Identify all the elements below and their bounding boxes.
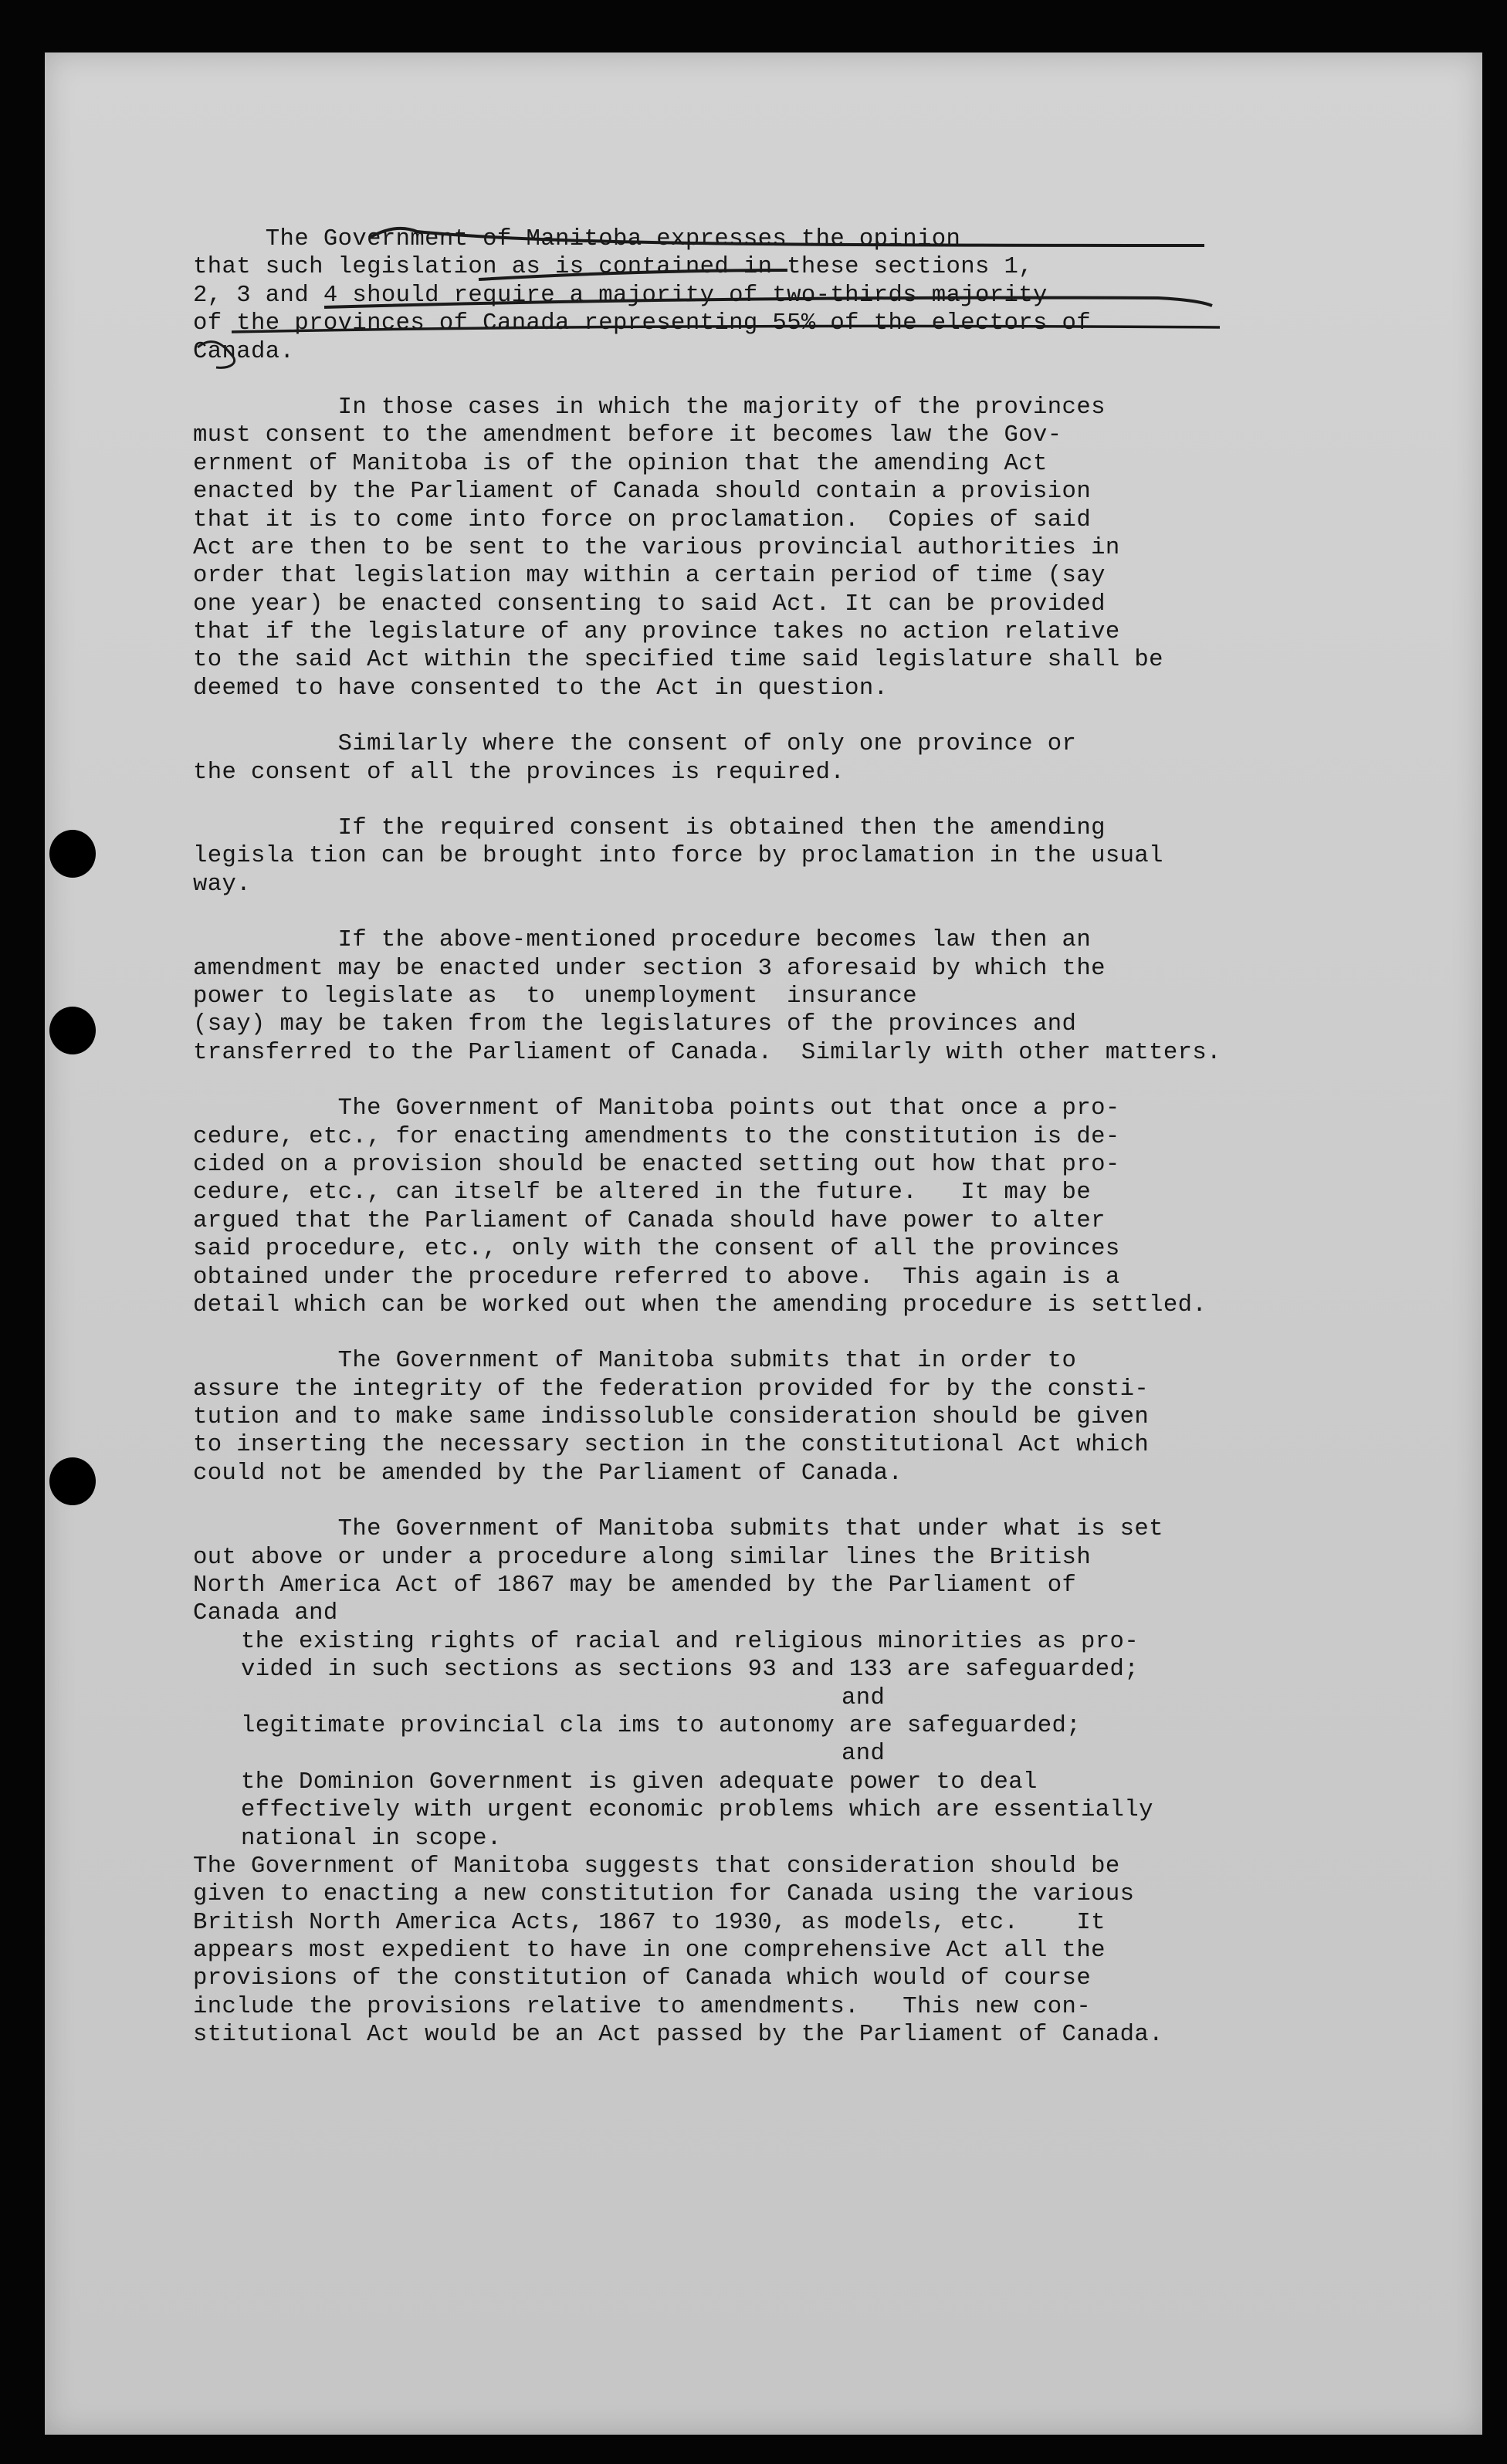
text-line: could not be amended by the Parliament of Canada. (193, 1460, 903, 1487)
text-line: of the provinces of Canada representing 55% of the electors of (193, 310, 1092, 337)
text-line: cedure, etc., for enacting amendments to the constitution is de- (193, 1123, 1120, 1150)
condition-line: the Dominion Government is given adequate power to deal (241, 1768, 1038, 1796)
text-line: power to legislate as to unemployment insurance (193, 983, 917, 1010)
text-line: must consent to the amendment before it becomes law the Gov- (193, 422, 1062, 449)
conjunction-and: and (842, 1684, 886, 1711)
text-line: stitutional Act would be an Act passed by the Parliament of Canada. (193, 2022, 1163, 2049)
text-line: Canada and (193, 1600, 338, 1627)
conjunction-and: and (842, 1741, 886, 1768)
text-line: that if the legislature of any province takes no action relative (193, 619, 1120, 646)
text-line: provisions of the constitution of Canada which would of course (193, 1965, 1092, 1992)
text-line: include the provisions relative to amendments. This new con- (193, 1993, 1092, 2020)
text-line: enacted by the Parliament of Canada should contain a provision (193, 479, 1092, 506)
text-line: obtained under the procedure referred to above. This again is a (193, 1264, 1120, 1291)
text-line: that such legislation as is contained in these sections 1, (193, 254, 1034, 281)
punch-hole-3 (49, 1457, 96, 1505)
text-line: The Government of Manitoba suggests that consideration should be (193, 1853, 1120, 1880)
text-line: cided on a provision should be enacted setting out how that pro- (193, 1151, 1120, 1178)
condition-line: vided in such sections as sections 93 and 133 are safeguarded; (241, 1657, 1140, 1684)
text-line: out above or under a procedure along similar lines the British (193, 1544, 1092, 1571)
text-line: to inserting the necessary section in the constitutional Act which (193, 1432, 1150, 1459)
typed-letter-body (193, 225, 1421, 2049)
text-line: said procedure, etc., only with the consent of all the provinces (193, 1236, 1120, 1263)
text-line: one year) be enacted consenting to said Act. It can be provided (193, 591, 1106, 618)
text-line: argued that the Parliament of Canada should have power to alter (193, 1207, 1106, 1234)
text-line: ernment of Manitoba is of the opinion that the amending Act (193, 450, 1048, 477)
text-line: The Government of Manitoba expresses the opinion (193, 226, 961, 252)
text-line: The Government of Manitoba submits that under what is set (193, 1516, 1163, 1543)
paragraph-2 (193, 394, 1421, 702)
text-line: The Government of Manitoba points out that once a pro- (193, 1095, 1120, 1122)
text-line: (say) may be taken from the legislatures of the provinces and (193, 1011, 1077, 1038)
text-line: appears most expedient to have in one comprehensive Act all the (193, 1938, 1106, 1965)
text-line: North America Act of 1867 may be amended by the Parliament of (193, 1572, 1077, 1599)
paragraph-4 (193, 814, 1421, 899)
paragraph-final (193, 1515, 1421, 2049)
condition-line: the existing rights of racial and religious minorities as pro- (241, 1628, 1140, 1655)
paragraph-7 (193, 1347, 1421, 1488)
text-line: If the above-mentioned procedure becomes law then an (193, 927, 1092, 954)
text-line: given to enacting a new constitution for Canada using the various (193, 1881, 1135, 1908)
text-line: legisla tion can be brought into force by proclamation in the usual (193, 843, 1163, 870)
text-line: that it is to come into force on proclamation. Copies of said (193, 506, 1092, 533)
text-line: order that legislation may within a certain period of time (say (193, 563, 1106, 590)
paragraph-3 (193, 730, 1421, 787)
text-line: deemed to have consented to the Act in question. (193, 675, 889, 702)
punch-hole-2 (49, 1007, 96, 1054)
text-line: The Government of Manitoba submits that in order to (193, 1348, 1077, 1375)
text-line: In those cases in which the majority of the provinces (193, 394, 1106, 421)
condition-line: effectively with urgent economic problems which are essentially (241, 1797, 1153, 1824)
text-line: Canada. (193, 338, 295, 365)
text-line: cedure, etc., can itself be altered in the future. It may be (193, 1180, 1092, 1207)
text-line: Act are then to be sent to the various provincial authorities in (193, 534, 1120, 561)
condition-line: national in scope. (241, 1825, 502, 1852)
punch-hole-1 (49, 830, 96, 878)
text-line: Similarly where the consent of only one province or (193, 731, 1077, 758)
text-line: transferred to the Parliament of Canada. Similarly with other matters. (193, 1039, 1221, 1066)
text-line: tution and to make same indissoluble consideration should be given (193, 1404, 1150, 1431)
paragraph-6 (193, 1095, 1421, 1319)
condition-line: legitimate provincial cla ims to autonomy are safeguarded; (241, 1712, 1082, 1739)
text-line: the consent of all the provinces is required. (193, 759, 845, 786)
paragraph-1 (193, 225, 1421, 366)
text-line: assure the integrity of the federation provided for by the consti- (193, 1376, 1150, 1403)
text-line: If the required consent is obtained then the amending (193, 815, 1106, 842)
text-line: way. (193, 871, 252, 898)
paragraph-5 (193, 926, 1421, 1067)
text-line: detail which can be worked out when the amending procedure is settled. (193, 1291, 1207, 1318)
text-line: 2, 3 and 4 should require a majority of two-thirds majority (193, 282, 1048, 309)
text-line: amendment may be enacted under section 3 aforesaid by which the (193, 955, 1106, 982)
text-line: British North America Acts, 1867 to 1930, as models, etc. It (193, 1909, 1106, 1936)
text-line: to the said Act within the specified time said legislature shall be (193, 647, 1163, 674)
